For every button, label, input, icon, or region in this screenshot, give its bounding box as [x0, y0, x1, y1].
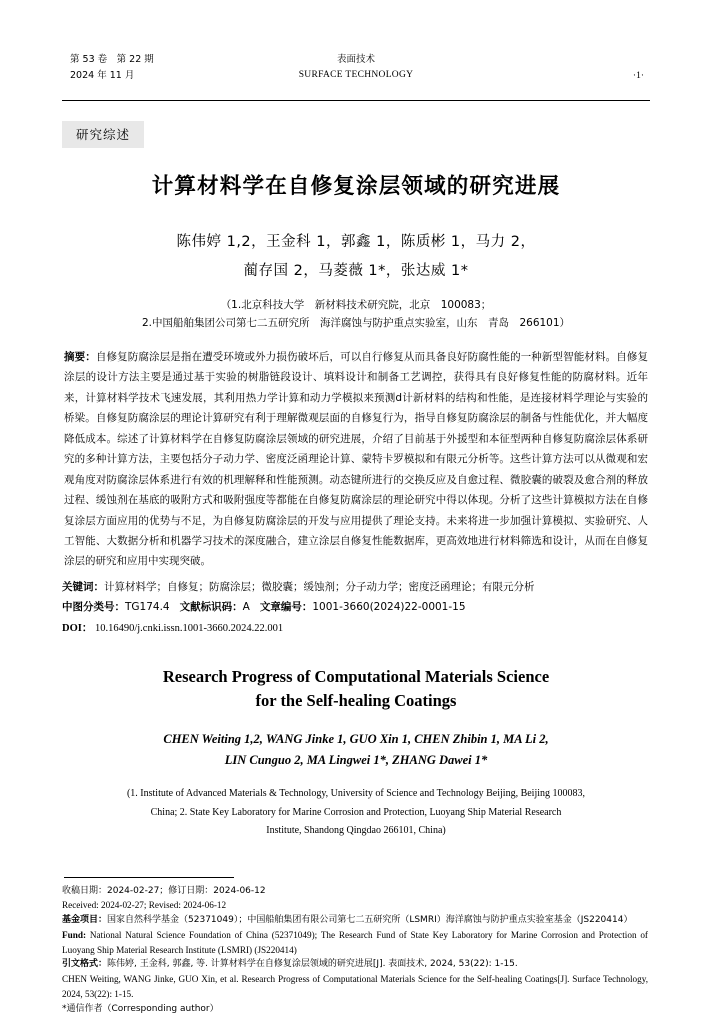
category-tag-row [62, 121, 650, 147]
article-number-value: 1001-3660(2024)22-0001-15 [312, 600, 466, 613]
journal-title-cn: 表面技术 [336, 54, 375, 65]
received-date-cn: 收稿日期：2024-02-27；修订日期：2024-06-12 [62, 885, 266, 896]
clc-label: 中图分类号： [62, 600, 125, 613]
masthead [62, 52, 650, 98]
doc-code-label: 文献标识码： [179, 600, 243, 613]
citation-cn-text: 陈伟婷, 王金科, 郭鑫, 等. 计算材料学在自修复涂层领域的研究进展[J]. 表面技术, 2024, 53(22): 1-15. [107, 959, 518, 970]
classification-line [62, 598, 650, 618]
fund-en [62, 928, 648, 958]
article-number-label: 文章编号： [259, 600, 313, 613]
citation-en: CHEN Weiting, WANG Jinke, GUO Xin, et al. Research Progress of Computational Materials Science for the Self-healing Coatings[J]. Surface Technology, 2024, 53(22): 1-15. [62, 974, 648, 999]
received-date-en: Received: 2024-02-27; Revised: 2024-06-12 [62, 900, 227, 911]
abstract-label: 摘要： [64, 350, 96, 363]
affiliation-en-3: Institute, Shandong Qingdao 266101, China) [266, 825, 446, 837]
citation-cn [62, 957, 648, 972]
category-tag: 研究综述 [62, 121, 144, 148]
authors-cn-line-2: 蔺存国 2，马菱薇 1*，张达威 1* [243, 263, 469, 279]
fund-cn-text: 国家自然科学基金（52371049）；中国船舶集团有限公司第七二五研究所（LSMRI）海洋腐蚀与防护重点实验室基金（JS220414） [107, 915, 633, 926]
page-title-cn: 计算材料学在自修复涂层领域的研究进展 [151, 174, 561, 199]
citation-cn-label: 引文格式： [62, 959, 108, 970]
doi-line [62, 619, 650, 639]
footnote-divider [64, 877, 234, 878]
title-en-line-2: for the Self-healing Coatings [255, 690, 457, 710]
authors-en-line-2: LIN Cunguo 2, MA Lingwei 1*, ZHANG Dawei 1* [224, 752, 488, 767]
masthead-divider [62, 100, 650, 101]
title-en-line-1: Research Progress of Computational Materials Science [162, 666, 550, 686]
publication-date: 2024 年 11 月 [70, 69, 135, 81]
doc-code-value: A [242, 600, 250, 613]
abstract-cn [62, 347, 650, 572]
fund-en-text: National Natural Science Foundation of China (52371049); The Research Fund of State Key Laboratory for Marine Corrosion and Protection of Luoyang Ship Material Research Institute (LSMRI) (JS220414) [62, 929, 648, 955]
affiliation-cn-1: （1.北京科技大学 新材料技术研究院，北京 100083； [220, 299, 492, 311]
authors-cn-line-1: 陈伟婷 1,2，王金科 1，郭鑫 1，陈质彬 1，马力 2， [176, 234, 536, 250]
masthead-journal-name [62, 52, 650, 83]
doi-value: 10.16490/j.cnki.issn.1001-3660.2024.22.001 [94, 622, 284, 634]
fund-cn-label: 基金项目： [62, 915, 108, 926]
affiliations-cn [62, 296, 650, 333]
fund-en-label: Fund: [62, 929, 87, 940]
affiliation-en-1: (1. Institute of Advanced Materials & Technology, University of Science and Technology Beijing, Beijing 100083, [126, 788, 586, 800]
keywords-label: 关键词： [62, 580, 104, 593]
volume-issue: 第 53 卷 第 22 期 [70, 54, 154, 65]
keywords-cn [62, 578, 650, 598]
doi-label: DOI： [62, 622, 93, 634]
fund-cn [62, 913, 648, 928]
page-number: ·1· [632, 71, 644, 81]
authors-en [62, 729, 650, 772]
footnotes [62, 884, 650, 1016]
authors-cn [62, 228, 650, 286]
authors-en-line-1: CHEN Weiting 1,2, WANG Jinke 1, GUO Xin 1, CHEN Zhibin 1, MA Li 2, [163, 731, 549, 746]
affiliation-cn-2: 2.中国船舶集团公司第七二五研究所 海洋腐蚀与防护重点实验室，山东 青岛 266101） [141, 317, 571, 330]
page-title-en [62, 665, 650, 713]
keywords-text: 计算材料学；自修复；防腐涂层；微胶囊；缓蚀剂；分子动力学；密度泛函理论；有限元分析 [104, 580, 535, 593]
affiliations-en [62, 785, 650, 841]
affiliation-en-2: China; 2. State Key Laboratory for Marine Corrosion and Protection, Luoyang Ship Material Research [150, 806, 562, 818]
journal-title-en: SURFACE TECHNOLOGY [298, 69, 414, 80]
abstract-text: 自修复防腐涂层是指在遭受环境或外力损伤破坏后，可以自行修复从而具备良好防腐性能的一种新型智能材料。自修复涂层的设计方法主要是通过基于实验的树脂链段设计、填料设计和制备工艺调控，获得具有良好修复性能的防腐材料。近年来，计算材料学技术飞速发展，其利用热力学计算和动力学模拟来预测d计新材料的结构和性能，是连接材料学理论与实验的桥梁。自修复防腐涂层的理论计算研究有利于理解微观层面的自修复行为，指导自修复防腐涂层的制备与性能优化，并大幅度降低成本。综述了计算材料学在自修复防腐涂层领域的研究进展，介绍了目前基于外援型和本征型两种自修复防腐涂层体系研究的多种计算方法，主要包括分子动力学、密度泛函理论计算、蒙特卡罗模拟和有限元分析等。这些计算方法可以从微观和宏观角度对防腐涂层体系进行有效的机理解释和性能预测。动态键所进行的交换反应及自愈过程、微胶囊的破裂及愈合剂的释放过程、缓蚀剂在基底的吸附方式和吸附强度等都能在自修复防腐涂层的理论研究中得以体现。分析了这些计算模拟方法在自修复涂层方面应用的优势与不足，为自修复防腐涂层的开发与应用提供了理论支持。未来将进一步加强计算模拟、实验研究、人工智能、大数据分析和机器学习技术的深度融合，建立涂层自修复性能数据库，更高效地进行材料筛选和设计，从而在自修复涂层的研究和应用中实现突破。 [64, 350, 649, 568]
clc-value: TG174.4 [125, 600, 170, 613]
corresponding-author-note: *通信作者（Corresponding author） [62, 1003, 219, 1014]
